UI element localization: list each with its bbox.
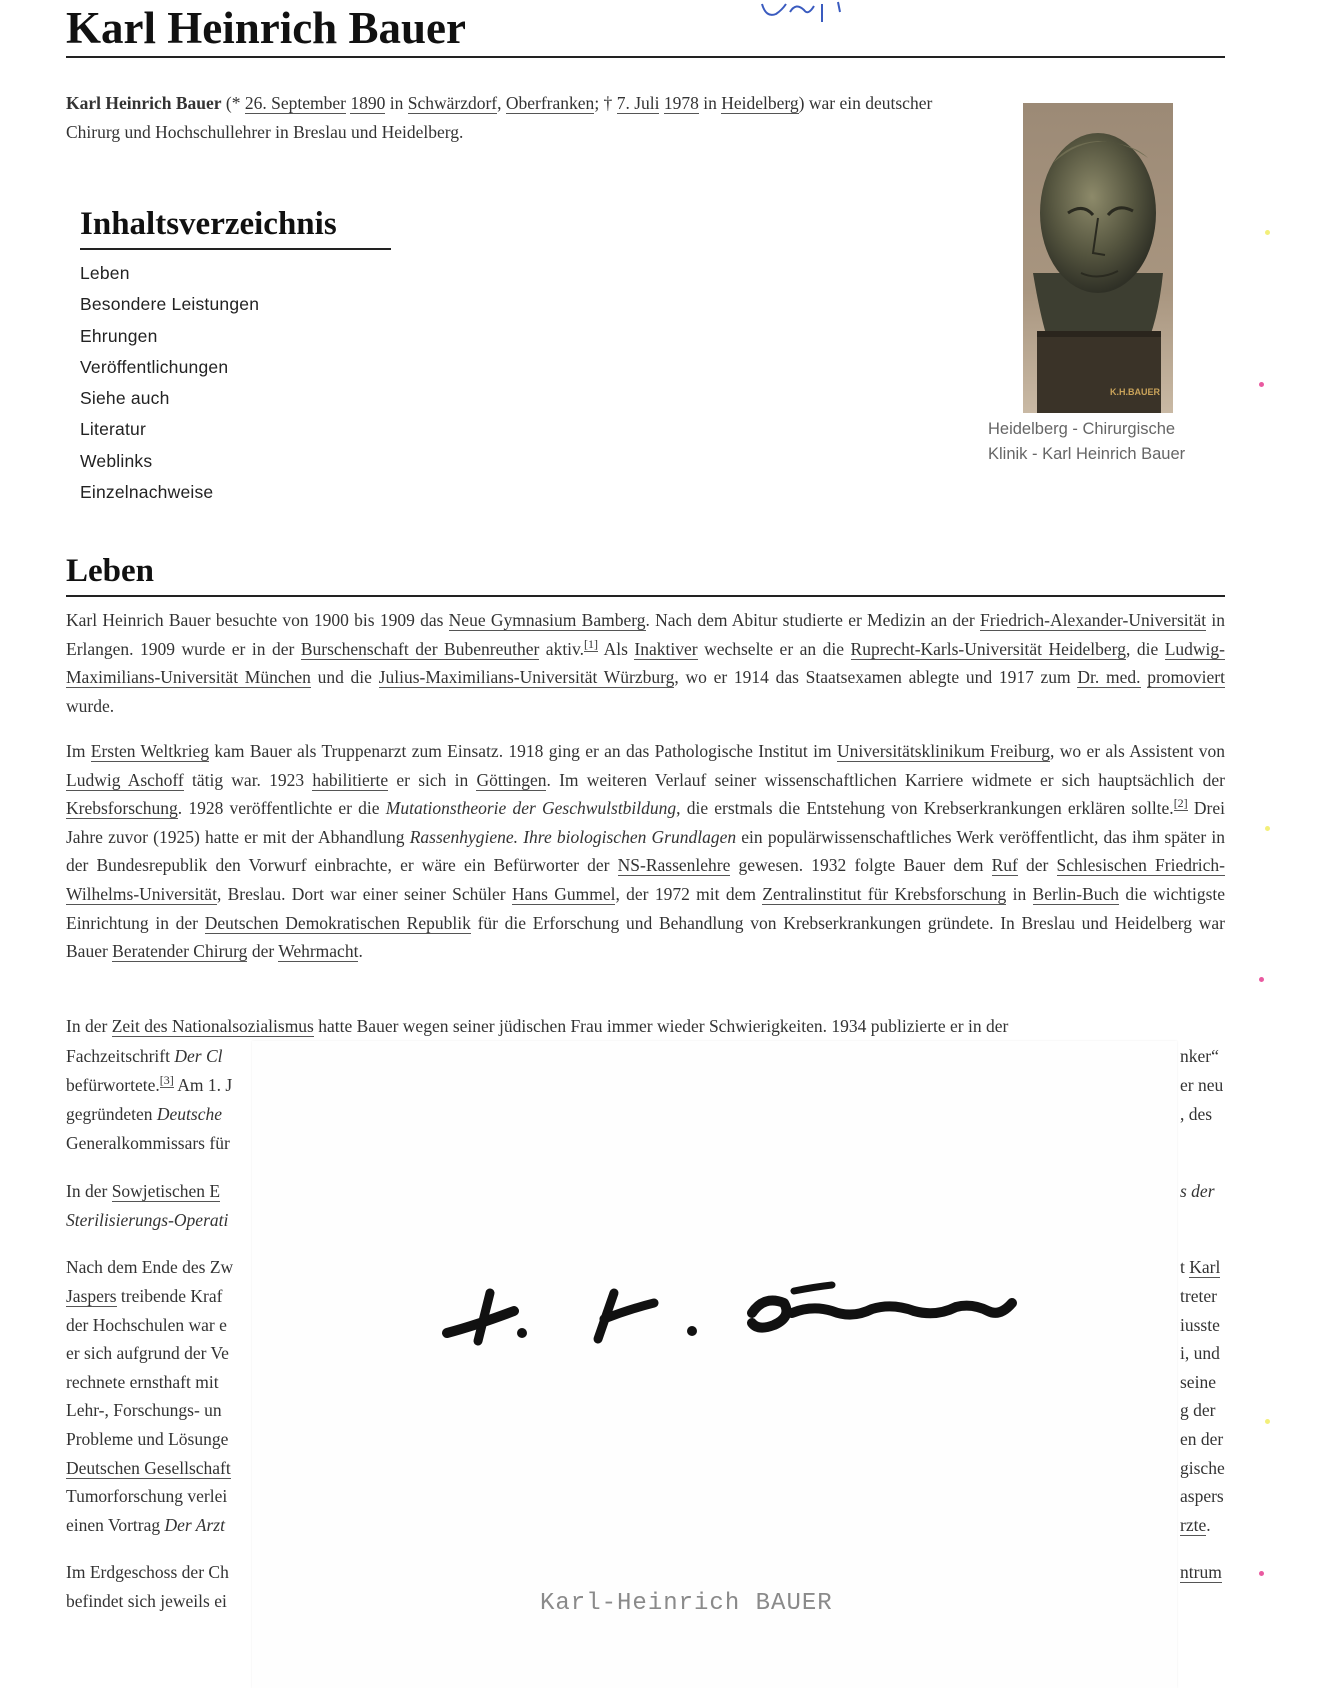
text: der [1017, 855, 1057, 876]
text: nker“ [1180, 1046, 1219, 1066]
text: er sich aufgrund der Ve [66, 1343, 229, 1363]
fragment-left [66, 1075, 232, 1096]
fragment-right [1180, 1046, 1219, 1067]
fragment-right [1180, 1372, 1216, 1393]
scan-speck [1265, 826, 1270, 831]
text: In der [66, 1016, 112, 1036]
fragment-left [66, 1372, 219, 1393]
text: er neu [1180, 1075, 1224, 1095]
fragment-left [66, 1046, 222, 1067]
figure-caption: Heidelberg - Chirurgische Klinik - Karl Heinrich Bauer [988, 420, 1186, 463]
text: rechnete ernsthaft mit [66, 1372, 219, 1392]
text: , wo er 1914 das Staatsexamen ablegte und 1917 zum [674, 667, 1078, 688]
link-habilitierte[interactable]: habilitierte [312, 769, 389, 790]
paragraph-2 [66, 737, 1225, 966]
text: treter [1180, 1286, 1217, 1306]
title-rule [66, 56, 1225, 58]
text: . Nach dem Abitur studierte er Medizin an der [645, 610, 981, 630]
fragment-right [1180, 1286, 1217, 1307]
link-uni-heidelberg[interactable]: Ruprecht-Karls-Universität Heidelberg [850, 638, 1126, 659]
link-fragment[interactable]: Deutschen Gesellschaft [66, 1458, 231, 1478]
fragment-right [1180, 1257, 1220, 1278]
scan-speck [1259, 382, 1264, 387]
text: gewesen. 1932 folgte Bauer dem [730, 855, 992, 876]
text: , Breslau. Dort war einer seiner Schüler [216, 883, 512, 904]
book-title: Mutationstheorie der Geschwulstbildung [385, 798, 677, 819]
fragment-right [1180, 1486, 1224, 1507]
text: , des [1180, 1104, 1213, 1124]
text: der [247, 941, 279, 962]
italic-text: Deutsche [156, 1104, 222, 1124]
fragment-right [1180, 1458, 1225, 1479]
text: hatte Bauer wegen seiner jüdischen Frau immer wieder Schwierigkeiten. 1934 publizierte er in der [313, 1016, 1009, 1036]
paragraph-1 [66, 606, 1225, 720]
intro-text: ; † [594, 93, 617, 113]
paragraph-3 [66, 1012, 1225, 1041]
fragment-left [66, 1286, 222, 1307]
section-rule [66, 595, 1225, 597]
scan-speck [1259, 1571, 1264, 1576]
intro-text: , [497, 93, 506, 113]
link-uniklinik-freiburg[interactable]: Universitätsklinikum Freiburg [836, 741, 1050, 761]
text: Generalkommissars für [66, 1133, 230, 1153]
text: Im [66, 741, 91, 761]
bust-photo [1023, 103, 1173, 413]
italic-text: s der [1180, 1181, 1215, 1201]
link-fau[interactable]: Friedrich-Alexander-Universität [980, 610, 1207, 630]
link-krebsforschung[interactable]: Krebsforschung [66, 798, 178, 819]
text: einen Vortrag [66, 1515, 165, 1535]
text: Als [598, 638, 635, 659]
text: in Erlangen. 1909 wurde er in der [66, 610, 1225, 659]
intro-paragraph [66, 89, 966, 147]
fragment-right [1180, 1515, 1211, 1536]
fragment-left [66, 1343, 229, 1364]
text: aspers [1180, 1486, 1224, 1506]
fragment-left [66, 1429, 228, 1450]
fragment-left [66, 1104, 222, 1125]
text: Fachzeitschrift [66, 1046, 175, 1066]
fragment-right [1180, 1181, 1215, 1202]
scan-speck [1265, 230, 1270, 235]
link-fragment[interactable]: Der Cl [174, 1046, 223, 1066]
fragment-right [1180, 1429, 1223, 1450]
fragment-left [66, 1400, 222, 1421]
link-dr-med[interactable]: Dr. med. [1077, 667, 1141, 688]
link-ruf[interactable]: Ruf [991, 855, 1018, 876]
text: . [1206, 1515, 1211, 1535]
link-fragment[interactable]: rzte [1180, 1515, 1207, 1535]
link-ddr[interactable]: Deutschen Demokratischen Republik [204, 912, 471, 933]
link-inaktiver[interactable]: Inaktiver [634, 638, 698, 659]
fragment-left [66, 1458, 231, 1479]
text: in [1006, 883, 1033, 904]
text: Nach dem Ende des Zw [66, 1257, 234, 1277]
text: befürwortete. [66, 1075, 160, 1095]
fragment-right [1180, 1562, 1222, 1583]
text: , die [1125, 638, 1165, 659]
link-fragment[interactable]: Sowjetischen E [111, 1181, 221, 1201]
intro-text: in [385, 93, 408, 113]
link-berlin-buch[interactable]: Berlin-Buch [1032, 883, 1120, 904]
fragment-left [66, 1486, 227, 1507]
text: Tumorforschung verlei [66, 1486, 228, 1506]
intro-text: ) war ein deutscher Chirurg und Hochschullehrer in Breslau und Heidelberg. [66, 93, 933, 142]
link-zeit-des-nationalsozialismus[interactable]: Zeit des Nationalsozialismus [111, 1016, 314, 1036]
text: Am 1. J [173, 1075, 233, 1095]
text: t [1180, 1257, 1190, 1277]
toc-item-literatur[interactable]: Literatur [80, 419, 146, 440]
text: aktiv. [539, 638, 585, 659]
italic-text: Sterilisierungs-Operati [66, 1210, 229, 1230]
text: , die erstmals die Entstehung von Krebserkrankungen erklären sollte. [676, 798, 1174, 819]
link-neue-gymnasium-bamberg[interactable]: Neue Gymnasium Bamberg [448, 610, 646, 630]
link-birth-region[interactable]: Oberfranken [505, 93, 595, 113]
typed-name: Karl-Heinrich BAUER [540, 1590, 833, 1617]
text: , der 1972 mit dem [615, 883, 763, 904]
fragment-right [1180, 1343, 1220, 1364]
toc-item-leben[interactable]: Leben [80, 263, 130, 283]
section-title-leben: Leben [66, 553, 155, 589]
text: Karl Heinrich Bauer besuchte von 1900 bis 1909 das [66, 610, 449, 630]
toc-rule [80, 248, 391, 250]
link-promoviert[interactable]: promoviert [1147, 667, 1225, 688]
text: gegründeten [66, 1104, 157, 1124]
link-lmu[interactable]: Ludwig-Maximilians-Universität München [66, 638, 1225, 688]
text: iusste [1180, 1315, 1220, 1335]
fragment-left [66, 1515, 225, 1536]
text: . [358, 941, 363, 962]
link-death-place[interactable]: Heidelberg [721, 93, 799, 113]
text: wechselte er an die [697, 638, 851, 659]
plaque-text: K.H.BAUER [1109, 387, 1161, 397]
intro-text: (* [221, 93, 245, 113]
link-ludwig-aschoff[interactable]: Ludwig Aschoff [66, 769, 184, 790]
link-beratender-chirurg[interactable]: Beratender Chirurg [112, 941, 248, 962]
scan-speck [1265, 1419, 1270, 1424]
text: seine [1180, 1372, 1216, 1392]
italic-text: Der Arzt [164, 1515, 225, 1535]
book-title: Rassenhygiene. Ihre biologischen Grundlagen [409, 826, 737, 847]
text: gische [1180, 1458, 1225, 1478]
fragment-left [66, 1315, 227, 1336]
text: befindet sich jeweils ei [66, 1591, 227, 1611]
text: er sich in [388, 769, 477, 790]
link-hans-gummel[interactable]: Hans Gummel [511, 883, 616, 904]
link-fragment[interactable]: Jaspers [66, 1286, 117, 1306]
link-birth-year[interactable]: 1890 [350, 93, 386, 113]
text: wurde. [66, 695, 115, 716]
text: Im Erdgeschoss der Ch [66, 1562, 229, 1582]
toc-item-siehe-auch[interactable]: Siehe auch [80, 388, 170, 409]
link-ns-rassenlehre[interactable]: NS-Rassenlehre [617, 855, 731, 876]
toc-item-weblinks[interactable]: Weblinks [80, 450, 153, 471]
fragment-left [66, 1591, 227, 1612]
link-wehrmacht[interactable]: Wehrmacht [278, 941, 359, 962]
text: g der [1180, 1400, 1216, 1420]
toc-title: Inhaltsverzeichnis [80, 206, 337, 242]
fragment-right [1180, 1075, 1223, 1096]
fragment-left [66, 1133, 230, 1154]
toc-item-einzelnachweise[interactable]: Einzelnachweise [80, 482, 214, 503]
link-birth-day[interactable]: 26. September [244, 93, 346, 113]
link-erster-weltkrieg[interactable]: Ersten Weltkrieg [90, 741, 210, 761]
link-fragment[interactable]: ntrum [1180, 1562, 1222, 1582]
link-death-day[interactable]: 7. Juli [616, 93, 660, 113]
text: kam Bauer als Truppenarzt zum Einsatz. 1918 ging er an das Pathologische Institut im [209, 741, 837, 761]
text: Drei Jahre zuvor (1925) hatte er mit der Abhandlung [66, 798, 1225, 847]
text: Lehr-, Forschungs- un [66, 1400, 222, 1420]
text: der Hochschulen war e [66, 1315, 227, 1335]
link-birth-place[interactable]: Schwärzdorf [407, 93, 498, 113]
text: en der [1180, 1429, 1224, 1449]
text: Probleme und Lösunge [66, 1429, 229, 1449]
fragment-left [66, 1210, 228, 1231]
autograph-card [252, 1041, 1177, 1688]
link-uni-breslau[interactable]: Schlesischen Friedrich-Wilhelms-Universität [66, 855, 1226, 904]
fragment-left [66, 1181, 220, 1202]
link-fragment[interactable]: Karl [1189, 1257, 1221, 1277]
text: ein populärwissenschaftliches Werk veröffentlicht, das ihm später in der Bundesrepublik den Vorwurf einbrachte, er wäre ein Befürworter der [66, 826, 1225, 876]
handwritten-scribble [760, 0, 870, 30]
text: tätig war. 1923 [183, 769, 313, 790]
fragment-right [1180, 1315, 1220, 1336]
toc-item-ehrungen[interactable]: Ehrungen [80, 325, 158, 346]
text: für die Erforschung und Behandlung von Krebserkrankungen gründete. In Breslau und Heidelberg war Bauer [66, 912, 1225, 962]
text: i, und [1180, 1343, 1220, 1363]
toc-list [80, 258, 259, 508]
scan-speck [1259, 977, 1264, 982]
ref-1[interactable]: [1] [584, 636, 599, 651]
page-title: Karl Heinrich Bauer [66, 3, 466, 53]
toc-item-besondere-leistungen[interactable]: Besondere Leistungen [80, 294, 260, 315]
intro-text: in [698, 93, 722, 113]
link-bubenreuther[interactable]: Burschenschaft der Bubenreuther [300, 638, 540, 659]
text: . Im weiteren Verlauf seiner wissenschaftlichen Karriere widmete er sich hauptsächlich der [546, 769, 1225, 790]
text: . 1928 veröffentlichte er die [177, 798, 386, 819]
fragment-left [66, 1562, 229, 1583]
text: In der [66, 1181, 112, 1201]
fragment-right [1180, 1104, 1212, 1125]
toc-item-veroeffentlichungen[interactable]: Veröffentlichungen [80, 356, 229, 377]
text: treibende Kraf [116, 1286, 223, 1306]
intro-name: Karl Heinrich Bauer [66, 93, 222, 113]
link-goettingen[interactable]: Göttingen [476, 769, 547, 790]
fragment-right [1180, 1400, 1215, 1421]
link-zentralinstitut[interactable]: Zentralinstitut für Krebsforschung [762, 883, 1007, 904]
text: und die [310, 667, 379, 688]
ref-2[interactable]: [2] [1173, 796, 1188, 811]
ref-3[interactable]: [3] [159, 1073, 174, 1088]
text: die wichtigste Einrichtung in der [66, 883, 1226, 933]
link-uni-wuerzburg[interactable]: Julius-Maximilians-Universität Würzburg [378, 667, 675, 688]
text: , wo er als Assistent von [1050, 741, 1225, 761]
fragment-left [66, 1257, 233, 1278]
link-death-year[interactable]: 1978 [663, 93, 699, 113]
